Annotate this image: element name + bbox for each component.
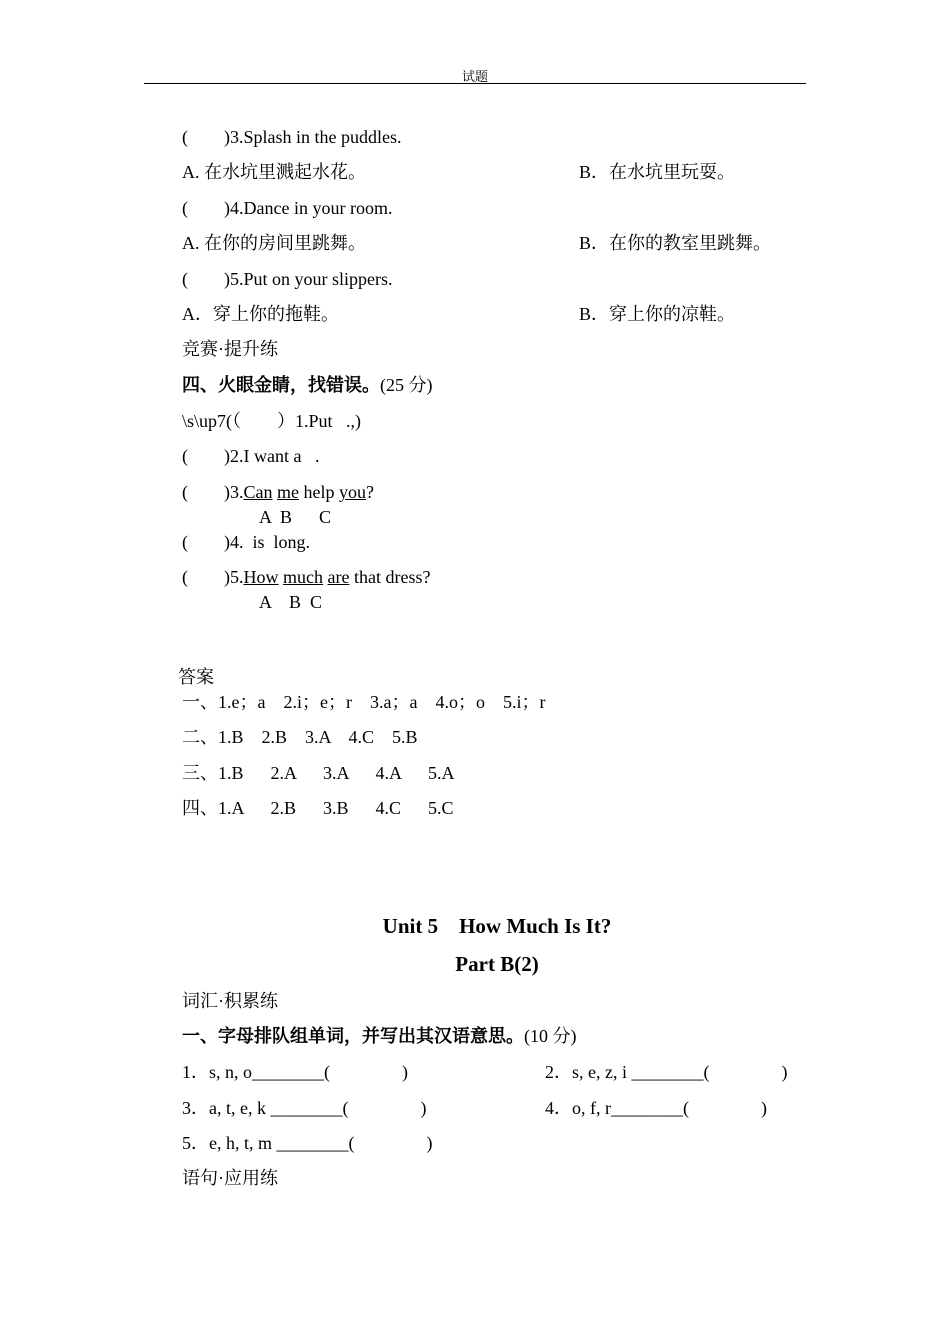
question-4-4: ( )4. is long. bbox=[182, 532, 310, 552]
header-rule bbox=[144, 83, 806, 84]
question-4-3-prefix: ( )3. bbox=[182, 482, 244, 502]
unit-title: Unit 5 How Much Is It? bbox=[382, 914, 612, 938]
page-header: 试题 bbox=[461, 70, 488, 85]
section-4-score: (25 分) bbox=[380, 375, 433, 395]
answer-line-1: 一、1.e；a 2.i；e；r 3.a；a 4.o；o 5.i；r bbox=[182, 692, 546, 712]
question-4-5-letters: A B C bbox=[259, 592, 323, 612]
question-3-3: ( )3.Splash in the puddles. bbox=[182, 127, 402, 147]
section-1-score: (10 分) bbox=[524, 1026, 577, 1046]
option-3-4-a: A. 在你的房间里跳舞。 bbox=[182, 233, 366, 253]
item-1-3: 3．a, t, e, k ________( ) bbox=[182, 1098, 427, 1118]
question-4-3-word-b: me bbox=[277, 482, 299, 502]
item-1-1: 1．s, n, o________( ) bbox=[182, 1062, 408, 1082]
question-4-5-word-a: How bbox=[243, 567, 279, 587]
question-4-5-suffix: that dress? bbox=[349, 567, 431, 587]
answer-line-4: 四、1.A 2.B 3.B 4.C 5.C bbox=[182, 798, 454, 818]
question-4-5-prefix: ( )5. bbox=[182, 567, 244, 587]
section-1-heading bbox=[182, 1025, 577, 1047]
question-4-1: \s\up7(（ ）1.Put .,) bbox=[182, 411, 362, 431]
option-3-5-a: A．穿上你的拖鞋。 bbox=[182, 304, 339, 324]
category-competition: 竞赛·提升练 bbox=[182, 339, 278, 359]
answers-label: 答案 bbox=[178, 667, 214, 687]
answer-line-2: 二、1.B 2.B 3.A 4.C 5.B bbox=[182, 727, 418, 747]
option-3-3-a: A. 在水坑里溅起水花。 bbox=[182, 162, 366, 182]
option-3-5-b: B．穿上你的凉鞋。 bbox=[579, 304, 736, 324]
question-4-3-middle: help bbox=[299, 482, 339, 502]
question-4-5-word-b: much bbox=[283, 567, 323, 587]
item-1-5: 5．e, h, t, m ________( ) bbox=[182, 1133, 433, 1153]
category-sentence: 语句·应用练 bbox=[182, 1168, 278, 1188]
question-4-2: ( )2.I want a . bbox=[182, 446, 320, 466]
question-4-3-word-a: Can bbox=[243, 482, 273, 502]
question-4-3-word-c: you bbox=[339, 482, 366, 502]
category-vocab: 词汇·积累练 bbox=[182, 991, 278, 1011]
section-1-title: 一、字母排队组单词，并写出其汉语意思。 bbox=[182, 1026, 524, 1046]
section-4-heading bbox=[182, 374, 433, 396]
question-3-5: ( )5.Put on your slippers. bbox=[182, 269, 393, 289]
question-3-4: ( )4.Dance in your room. bbox=[182, 198, 393, 218]
option-3-3-b: B．在水坑里玩耍。 bbox=[579, 162, 736, 182]
option-3-4-b: B．在你的教室里跳舞。 bbox=[579, 233, 772, 253]
answer-line-3: 三、1.B 2.A 3.A 4.A 5.A bbox=[182, 763, 455, 783]
question-4-3-suffix: ? bbox=[366, 482, 374, 502]
part-title: Part B(2) bbox=[455, 952, 539, 976]
section-4-title: 四、火眼金睛，找错误。 bbox=[182, 375, 380, 395]
question-4-3 bbox=[182, 481, 374, 503]
question-4-5 bbox=[182, 566, 430, 588]
item-1-2: 2．s, e, z, i ________( ) bbox=[545, 1062, 788, 1082]
item-1-4: 4．o, f, r________( ) bbox=[545, 1098, 767, 1118]
question-4-3-letters: A B C bbox=[259, 507, 332, 527]
question-4-5-word-c: are bbox=[327, 567, 350, 587]
